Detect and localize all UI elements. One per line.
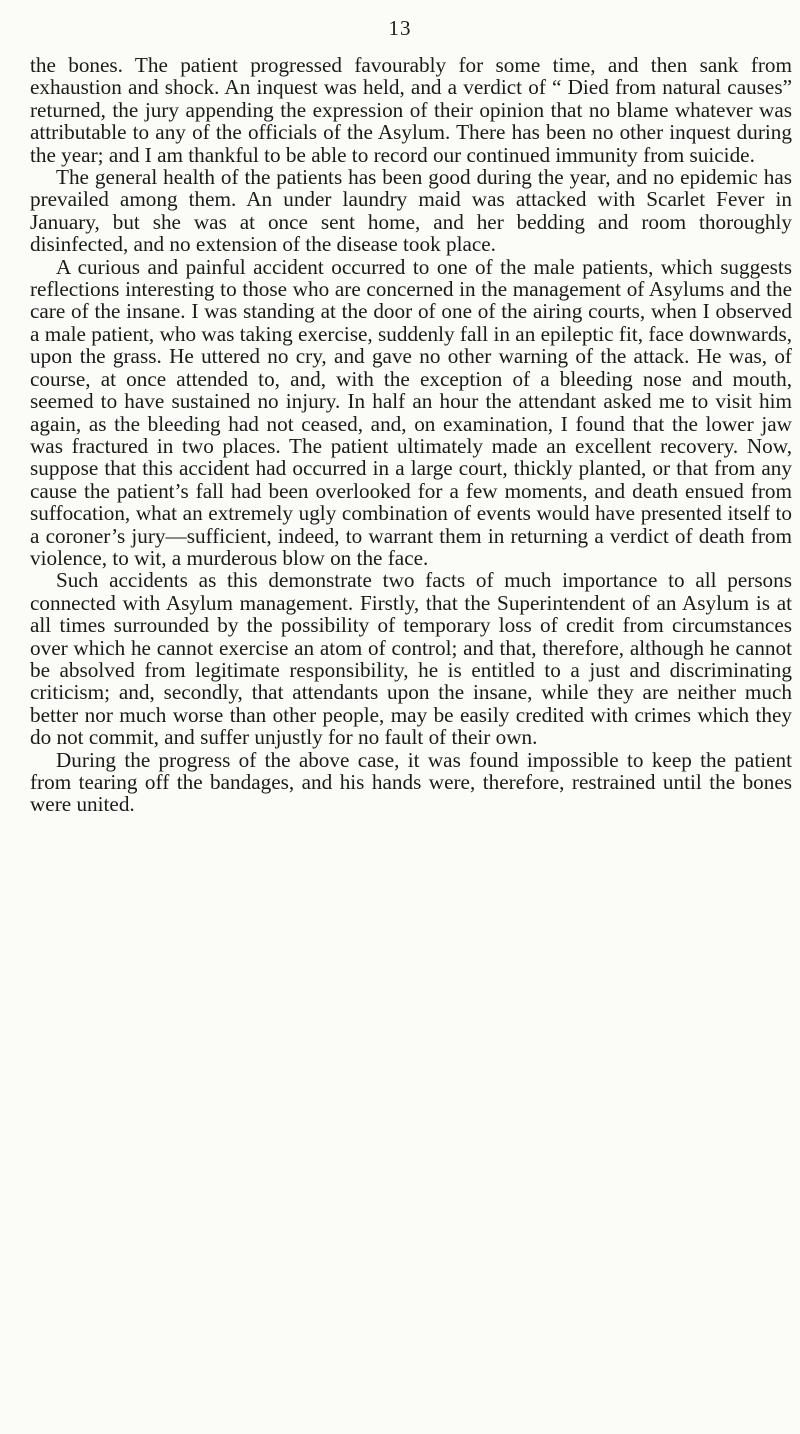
page-body [30, 54, 792, 816]
paragraph-inquest: the bones. The patient progressed favourably for some time, and then sank from exhaustion and shock. An inquest was held, and a verdict of “ Died from natural causes” returned, the jury appending the expression of their opinion that no blame whatever was attributable to any of the officials of the Asylum. There has been no other inquest during the year; and I am thankful to be able to record our continued immunity from suicide. [30, 53, 792, 167]
paragraph-accident: A curious and painful accident occurred to one of the male patients, which suggests reflections interesting to those who are concerned in the management of Asylums and the care of the insane. I was standing at the door of one of the airing courts, when I observed a male patient, who was taking exercise, suddenly fall in an epileptic fit, face downwards, upon the grass. He uttered no cry, and gave no other warning of the attack. He was, of course, at once attended to, and, with the exception of a bleeding nose and mouth, seemed to have sustained no injury. In half an hour the attendant asked me to visit him again, as the bleeding had not ceased, and, on examination, I found that the lower jaw was fractured in two places. The patient ultimately made an excellent recovery. Now, suppose that this accident had occurred in a large court, thickly planted, or that from any cause the patient’s fall had been overlooked for a few moments, and death ensued from suffocation, what an extremely ugly combination of events would have presented itself to a coroner’s jury—sufficient, indeed, to warrant them in returning a verdict of death from violence, to wit, a murderous blow on the face. [30, 254, 792, 570]
paragraph-general-health: The general health of the patients has been good during the year, and no epidemic has prevailed among them. An under laundry maid was attacked with Scarlet Fever in January, but she was at once sent home, and her bedding and room thoroughly disinfected, and no extension of the disease took place. [30, 165, 792, 257]
page-number: 13 [388, 16, 412, 40]
paragraph-restraint: During the progress of the above case, it was found impossible to keep the patient from tearing off the bandages, and his hands were, therefore, restrained until the bones were united. [30, 747, 792, 817]
paragraph-asylum-management: Such accidents as this demonstrate two facts of much importance to all persons connected with Asylum management. Firstly, that the Superintendent of an Asylum is at all times surrounded by the possibility of temporary loss of credit from circumstances over which he cannot exercise an atom of control; and that, therefore, although he cannot be absolved from legitimate responsibility, he is entitled to a just and discriminating criticism; and, secondly, that attendants upon the insane, while they are neither much better nor much worse than other people, may be easily credited with crimes which they do not commit, and suffer unjustly for no fault of their own. [30, 568, 792, 750]
